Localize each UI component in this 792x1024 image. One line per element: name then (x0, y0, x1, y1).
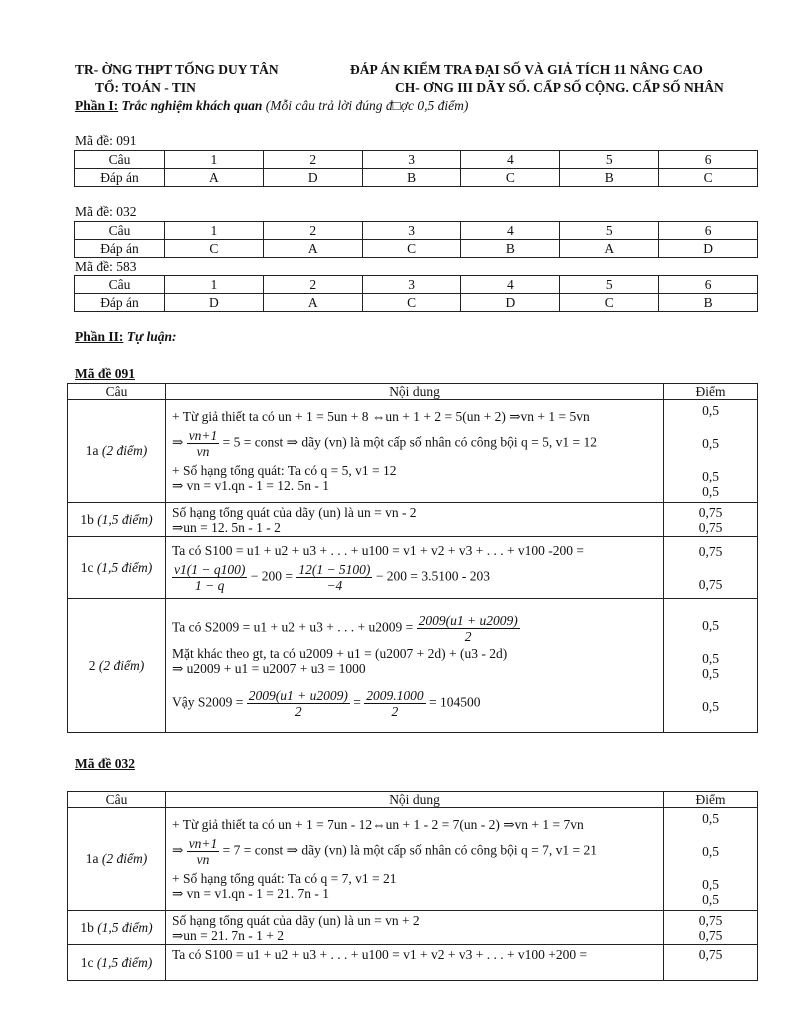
question-number: 2 (263, 222, 362, 240)
table-row (68, 599, 758, 733)
row-label: Câu (75, 222, 165, 240)
question-number: 4 (461, 222, 560, 240)
question-points: (2 điểm) (101, 443, 148, 458)
exam-code-091: Mã đề: 091 (75, 133, 137, 148)
solution-table-091 (67, 383, 758, 733)
question-number: 1b (80, 511, 94, 527)
points-value: 0,75 (698, 504, 723, 520)
col-header-points: Điểm (664, 384, 758, 400)
points-cell (664, 537, 758, 599)
solution-line-frac: ⇒ $\frac{vn+1}{vn}$ = 7 = const ⇒ dãy (vn) là một cấp số nhân có công bội q = 7, v1 = 21 (172, 836, 598, 867)
answer-cell: B (560, 169, 659, 187)
answer-cell: C (165, 240, 264, 258)
points-value: 0,5 (702, 469, 719, 484)
answer-cell: D (165, 294, 264, 312)
table-row (75, 169, 758, 187)
answer-table-583 (74, 275, 758, 312)
col-header-question: Câu (68, 384, 166, 400)
table-row (75, 222, 758, 240)
points-cell (664, 599, 758, 733)
part2-heading (75, 329, 177, 345)
solution-line: Số hạng tổng quát của dãy (un) là un = vn + 2 (172, 912, 420, 928)
question-cell (68, 503, 166, 537)
content-cell (166, 911, 664, 945)
points-value: 0,5 (702, 877, 719, 892)
question-number: 2 (88, 657, 96, 673)
fraction-denominator: −4 (326, 577, 343, 593)
question-points: (1,5 điểm) (96, 559, 153, 575)
part2-label: Phần II: (75, 329, 124, 344)
fraction-numerator: 12(1 − 5100) (298, 561, 371, 577)
points-value: 0,5 (702, 665, 719, 681)
solution-line-frac (172, 613, 663, 644)
part1-note: (Mỗi câu trả lời đúng đ□ợc 0,5 điểm) (265, 98, 469, 113)
answer-cell: D (659, 240, 758, 258)
row-label: Câu (75, 276, 165, 294)
fraction-numerator: vn+1 (188, 836, 218, 851)
points-value: 0,5 (702, 650, 719, 666)
answer-cell: D (461, 294, 560, 312)
points-value: 0,5 (702, 403, 719, 418)
fraction (296, 562, 372, 593)
fraction-denominator: vn (196, 852, 210, 867)
points-value: 0,5 (702, 484, 719, 499)
solution-line: ⇒ vn = v1.qn - 1 = 21. 7n - 1 (172, 886, 330, 901)
solution-line: = 7 = const ⇒ dãy (vn) là một cấp số nhân có công bội q = 7, v1 = 21 (222, 842, 598, 858)
question-number: 1c (80, 559, 94, 575)
points-cell (664, 911, 758, 945)
table-row (68, 911, 758, 945)
content-cell (166, 503, 664, 537)
solution-line: Số hạng tổng quát của dãy (un) là un = vn - 2 (172, 504, 417, 520)
question-points: (2 điểm) (101, 851, 148, 866)
answer-cell: A (165, 169, 264, 187)
question-points: (1,5 điểm) (97, 919, 153, 935)
question-number: 4 (461, 276, 560, 294)
table-row (68, 537, 758, 599)
content-cell (166, 945, 664, 981)
solution-mid: − 200 = (250, 568, 293, 584)
solution-line: − 200 = 3.5100 - 203 (375, 568, 491, 584)
points-cell (664, 400, 758, 503)
content-cell (166, 808, 664, 911)
table-row (68, 400, 758, 503)
table-row (68, 503, 758, 537)
table-row (75, 151, 758, 169)
question-cell (68, 945, 166, 981)
content-cell (166, 537, 664, 599)
fraction (364, 688, 425, 719)
question-number: 4 (461, 151, 560, 169)
solution-line: + Từ giả thiết ta có un + 1 = 5un + 8 ⇔un + 1 + 2 = 5(un + 2) ⇒vn + 1 = 5vn (172, 409, 590, 424)
answer-cell: B (461, 240, 560, 258)
points-cell (664, 808, 758, 911)
question-cell (68, 808, 166, 911)
fraction-numerator: vn+1 (188, 428, 218, 443)
department-name: TỔ: TOÁN - TIN (95, 80, 196, 95)
question-number: 3 (362, 151, 461, 169)
question-cell (68, 400, 166, 503)
question-number: 1 (165, 222, 264, 240)
points-cell (664, 945, 758, 981)
solution-line: Mặt khác theo gt, ta có u2009 + u1 = (u2007 + 2d) + (u3 - 2d) (172, 645, 508, 661)
points-value: 0,75 (698, 543, 723, 559)
part1-heading (75, 98, 468, 114)
solution-line-frac: Vậy S2009 = $\frac{2009(u1 + u2009)}{2}$ = $\frac{2009.1000}{2}$ = 104500 (172, 687, 481, 719)
table-row (75, 276, 758, 294)
points-value: 0,75 (698, 927, 723, 943)
question-points: (1,5 điểm) (97, 511, 153, 527)
points-value: 0,5 (702, 844, 719, 859)
doc-title-line2: CH- ƠNG III DÃY SỐ. CẤP SỐ CỘNG. CẤP SỐ NHÂN (395, 80, 724, 95)
answer-cell: A (263, 240, 362, 258)
part2-title: Tự luận: (126, 329, 177, 344)
points-value: 0,75 (698, 947, 723, 962)
col-header-content: Nội dung (166, 384, 664, 400)
content-cell (166, 400, 664, 503)
answer-cell: C (362, 294, 461, 312)
fraction-denominator: 1 − q (194, 577, 225, 593)
question-number: 6 (659, 222, 758, 240)
fraction (187, 836, 220, 867)
table-row (68, 945, 758, 981)
points-value: 0,75 (698, 912, 723, 928)
part1-title: Trắc nghiệm khách quan (121, 98, 263, 113)
question-number: 2 (263, 276, 362, 294)
exam-code-583: Mã đề: 583 (75, 259, 137, 274)
fraction-numerator: v1(1 − q100) (174, 561, 246, 577)
answer-cell: C (461, 169, 560, 187)
points-value: 0,5 (702, 436, 719, 451)
fraction-numerator: 2009(u1 + u2009) (248, 687, 348, 703)
answer-cell: B (362, 169, 461, 187)
question-number: 1a (85, 851, 99, 866)
fraction (187, 428, 220, 459)
points-value: 0,75 (698, 519, 723, 535)
question-number: 1 (165, 151, 264, 169)
points-value: 0,5 (702, 698, 719, 714)
table-header-row (68, 384, 758, 400)
part1-label: Phần I: (75, 98, 119, 113)
fraction (247, 688, 350, 719)
question-number: 1 (165, 276, 264, 294)
solution-table-032 (67, 791, 758, 981)
solution-line: ⇒un = 21. 7n - 1 + 2 (172, 927, 285, 943)
question-number: 1c (80, 954, 94, 970)
row-label: Câu (75, 151, 165, 169)
solution-line: Ta có S100 = u1 + u2 + u3 + . . . + u100 = v1 + v2 + v3 + . . . + v100 -200 = (172, 542, 585, 558)
question-number: 3 (362, 222, 461, 240)
question-cell (68, 537, 166, 599)
points-value: 0,5 (702, 811, 719, 826)
answer-table-032 (74, 221, 758, 258)
solution-line: ⇒ u2009 + u1 = u2007 + u3 = 1000 (172, 660, 366, 676)
answer-cell: C (362, 240, 461, 258)
answer-cell: A (263, 294, 362, 312)
answer-cell: A (560, 240, 659, 258)
row-label: Đáp án (75, 294, 165, 312)
solution-line-frac (172, 562, 663, 593)
exam032-title: Mã đề 032 (75, 756, 135, 771)
question-number: 1a (85, 443, 99, 458)
answer-cell: D (263, 169, 362, 187)
col-header-points: Điểm (664, 792, 758, 808)
question-number: 5 (560, 151, 659, 169)
solution-line: + Từ giả thiết ta có un + 1 = 7un - 12⇔un + 1 - 2 = 7(un - 2) ⇒vn + 1 = 7vn (172, 817, 584, 832)
solution-line: + Số hạng tổng quát: Ta có q = 5, v1 = 12 (172, 463, 397, 478)
fraction-denominator: 2 (294, 703, 302, 719)
question-number: 5 (560, 276, 659, 294)
fraction-numerator: 2009.1000 (366, 687, 424, 703)
fraction-denominator: vn (196, 444, 210, 459)
solution-line: ⇒un = 12. 5n - 1 - 2 (172, 519, 281, 535)
col-header-question: Câu (68, 792, 166, 808)
question-number: 3 (362, 276, 461, 294)
solution-line-frac: ⇒ $\frac{vn+1}{vn}$ = 5 = const ⇒ dãy (vn) là một cấp số nhân có công bội q = 5, v1 = 12 (172, 428, 598, 459)
answer-cell: C (560, 294, 659, 312)
table-row (75, 240, 758, 258)
fraction (417, 613, 520, 644)
row-label: Đáp án (75, 169, 165, 187)
fraction-numerator: 2009(u1 + u2009) (418, 612, 518, 628)
question-number: 1b (80, 919, 94, 935)
answer-table-091 (74, 150, 758, 187)
points-value: 0,5 (702, 617, 719, 633)
points-value: 0,5 (702, 892, 719, 907)
content-cell (166, 599, 664, 733)
question-number: 5 (560, 222, 659, 240)
answer-cell: B (659, 294, 758, 312)
solution-line: = 104500 (428, 694, 481, 710)
table-row (75, 294, 758, 312)
question-cell (68, 599, 166, 733)
question-number: 6 (659, 151, 758, 169)
solution-line: Ta có S2009 = u1 + u2 + u3 + . . . + u2009 = (172, 619, 414, 635)
solution-line: = 5 = const ⇒ dãy (vn) là một cấp số nhân có công bội q = 5, v1 = 12 (222, 434, 598, 450)
fraction (172, 562, 247, 593)
school-name: TR- ỜNG THPT TỐNG DUY TÂN (75, 62, 279, 77)
question-cell (68, 911, 166, 945)
question-points: (2 điểm) (98, 657, 145, 673)
question-number: 6 (659, 276, 758, 294)
question-number: 2 (263, 151, 362, 169)
question-points: (1,5 điểm) (96, 954, 153, 970)
doc-title-line1: ĐÁP ÁN KIỂM TRA ĐẠI SỐ VÀ GIẢ TÍCH 11 NÂNG CAO (350, 62, 703, 77)
points-value: 0,75 (698, 576, 723, 592)
exam-code-032: Mã đề: 032 (75, 204, 137, 219)
answer-cell: C (659, 169, 758, 187)
solution-line: Ta có S100 = u1 + u2 + u3 + . . . + u100 = v1 + v2 + v3 + . . . + v100 +200 = (172, 947, 588, 962)
row-label: Đáp án (75, 240, 165, 258)
fraction-denominator: 2 (391, 703, 399, 719)
solution-line: + Số hạng tổng quát: Ta có q = 7, v1 = 21 (172, 871, 397, 886)
points-cell (664, 503, 758, 537)
fraction-denominator: 2 (464, 628, 472, 644)
solution-line: Vậy S2009 = (172, 694, 244, 710)
table-header-row (68, 792, 758, 808)
solution-line: ⇒ vn = v1.qn - 1 = 12. 5n - 1 (172, 478, 330, 493)
col-header-content: Nội dung (166, 792, 664, 808)
exam091-title: Mã đề 091 (75, 366, 135, 381)
table-row (68, 808, 758, 911)
